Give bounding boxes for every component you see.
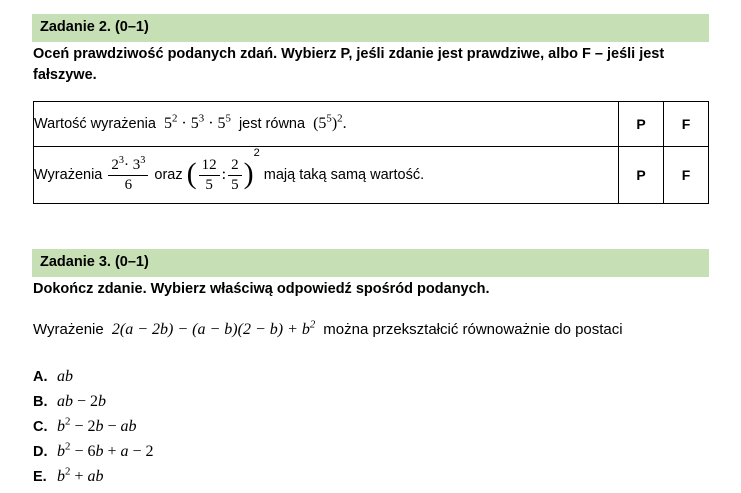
answer-true-row-2[interactable]: P (619, 147, 664, 204)
task-2-header: Zadanie 2. (0–1) (32, 14, 709, 42)
statement-2-text-middle: oraz (154, 166, 183, 183)
statement-2 (34, 147, 619, 204)
task-3-answers (33, 368, 533, 493)
table-row (34, 102, 709, 147)
statement-2-expression-end: ( $\frac{12}{5}$ : $\frac{2}{5}$ )$^2$ (186, 147, 260, 193)
statement-1-expression-end: $(5^5)^2$. (309, 112, 347, 132)
list-item[interactable] (33, 465, 533, 486)
statement-1-expression: $5^2 \cdot 5^3 \cdot 5^5$ (159, 112, 231, 132)
statement-1-text-before: Wartość wyrażenia (34, 116, 156, 132)
expression-lead: Wyrażenie (33, 321, 104, 338)
task-3-expression: $2(a - 2b) - (a - b)(2 - b) + b^2$ (107, 318, 316, 338)
statement-2-text-before: Wyrażenia (34, 166, 103, 183)
task-2-instruction: Oceń prawdziwość podanych zdań. Wybierz P, jeśli zdanie jest prawdziwe, albo F – jeśli jest fałszywe. (33, 46, 665, 84)
true-false-table (33, 101, 709, 204)
answer-text-b: ab − 2b (57, 393, 107, 410)
list-item[interactable] (33, 440, 533, 461)
answer-text-a: ab (57, 368, 73, 385)
answer-false-row-1[interactable]: F (664, 102, 709, 147)
answer-letter-e: E. (33, 469, 47, 485)
statement-1-text-middle: jest równa (238, 116, 306, 132)
table-row (34, 147, 709, 204)
expression-tail: można przekształcić równoważnie do postaci (323, 321, 623, 338)
answer-false-row-2[interactable]: F (664, 147, 709, 204)
answer-letter-d: D. (33, 444, 48, 460)
answer-letter-c: C. (33, 419, 48, 435)
answer-true-row-1[interactable]: P (619, 102, 664, 147)
answer-text-e: $b^2$ + ab (57, 465, 104, 485)
statement-2-fraction: $\frac{2^3\cdot 3^3}{6}$ (108, 157, 148, 193)
task-3-instruction: Dokończ zdanie. Wybierz właściwą odpowiedź spośród podanych. (33, 281, 490, 297)
list-item[interactable] (33, 393, 533, 411)
answer-text-d: $b^2 - 6b + a - 2$ (57, 440, 154, 460)
task-3-header: Zadanie 3. (0–1) (32, 249, 709, 277)
task-3-expression-line (33, 318, 623, 339)
list-item[interactable] (33, 415, 533, 436)
statement-1 (34, 102, 619, 147)
statement-2-text-after: mają taką samą wartość. (263, 166, 425, 183)
answer-letter-b: B. (33, 394, 48, 410)
list-item[interactable] (33, 368, 533, 386)
answer-text-c: $b^2 - 2b$ − ab (57, 415, 137, 435)
answer-letter-a: A. (33, 369, 48, 385)
